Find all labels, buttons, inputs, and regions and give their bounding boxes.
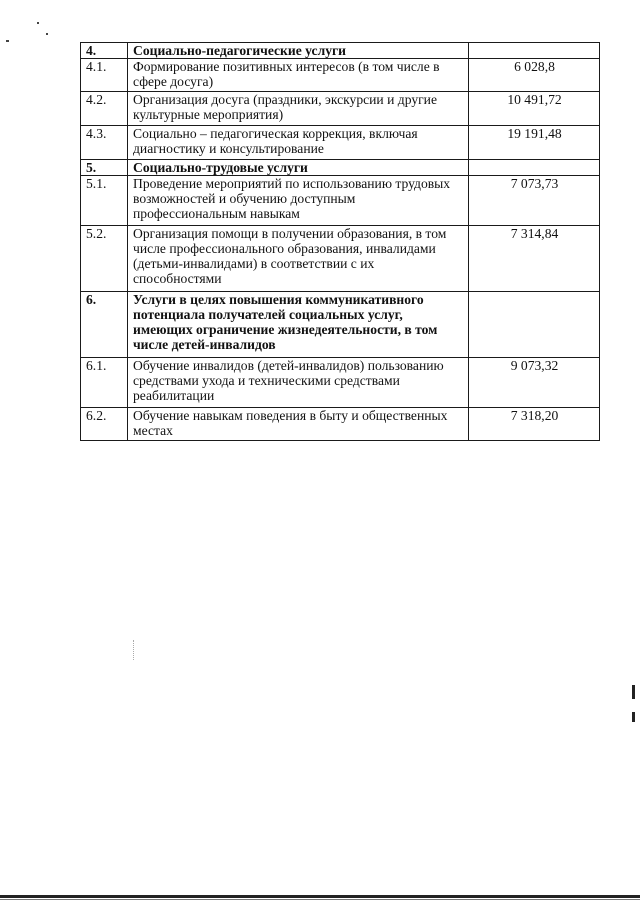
scan-edge-mark	[632, 685, 635, 699]
scan-edge-mark	[632, 712, 635, 722]
row-number: 6.2.	[81, 408, 128, 441]
row-number: 5.	[81, 160, 128, 176]
table-row	[81, 226, 600, 292]
scan-bottom-edge	[0, 895, 640, 898]
service-price: 6 028,8	[469, 59, 600, 92]
service-name: Обучение инвалидов (детей-инвалидов) пользованию средствами ухода и техническими средствами реабилитации	[128, 358, 469, 408]
table-row	[81, 358, 600, 408]
service-name: Социально-педагогические услуги	[128, 43, 469, 59]
service-price: 7 314,84	[469, 226, 600, 292]
table-row	[81, 59, 600, 92]
service-price: 7 318,20	[469, 408, 600, 441]
row-number: 5.1.	[81, 176, 128, 226]
scan-bottom-edge	[0, 899, 640, 900]
service-name: Социально – педагогическая коррекция, включая диагностику и консультирование	[128, 126, 469, 160]
service-price	[469, 292, 600, 358]
table-row	[81, 92, 600, 126]
table-row-section	[81, 43, 600, 59]
service-name: Организация помощи в получении образования, в том числе профессионального образования, инвалидами (детьми-инвалидами) в соответствии с их способностями	[128, 226, 469, 292]
service-name: Обучение навыкам поведения в быту и общественных местах	[128, 408, 469, 441]
row-number: 4.1.	[81, 59, 128, 92]
table-row-section	[81, 160, 600, 176]
row-number: 6.	[81, 292, 128, 358]
table-row	[81, 408, 600, 441]
service-name: Проведение мероприятий по использованию трудовых возможностей и обучению доступным профессиональным навыкам	[128, 176, 469, 226]
table-row	[81, 126, 600, 160]
row-number: 4.3.	[81, 126, 128, 160]
scan-artifact	[133, 640, 135, 660]
table-row-section	[81, 292, 600, 358]
row-number: 5.2.	[81, 226, 128, 292]
scan-speck	[37, 22, 39, 24]
scan-speck	[46, 33, 48, 35]
row-number: 4.2.	[81, 92, 128, 126]
service-name: Формирование позитивных интересов (в том числе в сфере досуга)	[128, 59, 469, 92]
service-price: 9 073,32	[469, 358, 600, 408]
services-table	[80, 42, 600, 441]
service-price: 7 073,73	[469, 176, 600, 226]
service-price	[469, 43, 600, 59]
row-number: 4.	[81, 43, 128, 59]
service-price: 10 491,72	[469, 92, 600, 126]
row-number: 6.1.	[81, 358, 128, 408]
service-name: Услуги в целях повышения коммуникативного потенциала получателей социальных услуг, имеющих ограничение жизнедеятельности, в том числе детей-инвалидов	[128, 292, 469, 358]
service-name: Социально-трудовые услуги	[128, 160, 469, 176]
service-name: Организация досуга (праздники, экскурсии и другие культурные мероприятия)	[128, 92, 469, 126]
scan-speck	[6, 40, 9, 42]
table-row	[81, 176, 600, 226]
service-price: 19 191,48	[469, 126, 600, 160]
service-price	[469, 160, 600, 176]
